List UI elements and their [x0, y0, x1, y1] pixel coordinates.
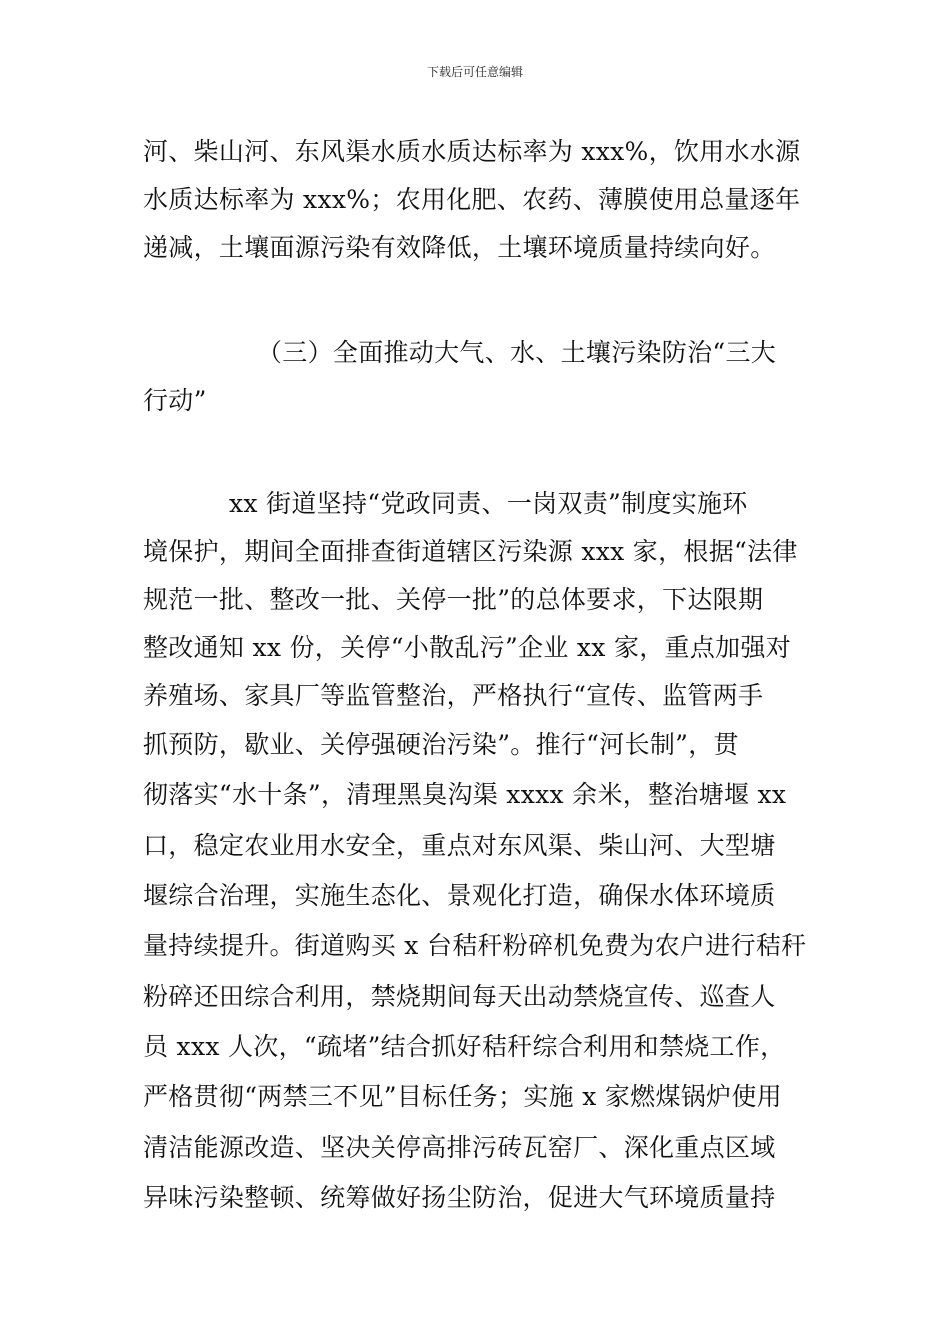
- body-line: 养殖场、家具厂等监管整治，严格执行“宣传、监管两手: [143, 681, 764, 710]
- section-heading-cont: 行动”: [143, 386, 207, 415]
- body-line: 异味污染整顿、统筹做好扬尘防治，促进大气环境质量持: [143, 1183, 776, 1212]
- body-line: 规范一批、整改一批、关停一批”的总体要求，下达限期: [143, 585, 764, 614]
- body-line: 境保护，期间全面排查街道辖区污染源 xxx 家，根据“法律: [143, 537, 798, 566]
- paragraph-first-line: xx 街道坚持“党政同责、一岗双责”制度实施环: [229, 489, 748, 518]
- body-line: 水质达标率为 xxx%；农用化肥、农药、薄膜使用总量逐年: [143, 185, 801, 214]
- body-line: 抓预防，歇业、关停强硬治污染”。推行“河长制”，贯: [143, 730, 739, 759]
- body-line: 河、柴山河、东风渠水质水质达标率为 xxx%，饮用水水源: [143, 137, 801, 166]
- body-line: 量持续提升。街道购买 x 台秸秆粉碎机免费为农户进行秸秆: [143, 931, 807, 960]
- body-line: 彻落实“水十条”，清理黑臭沟渠 xxxx 余米，整治塘堰 xx: [143, 780, 787, 809]
- body-line: 堰综合治理，实施生态化、景观化打造，确保水体环境质: [143, 881, 776, 910]
- section-heading: （三）全面推动大气、水、土壤污染防治“三大: [257, 338, 777, 367]
- body-line: 粉碎还田综合利用，禁烧期间每天出动禁烧宣传、巡查人: [143, 982, 776, 1011]
- body-line: 员 xxx 人次，“疏堵”结合抓好秸秆综合利用和禁烧工作，: [143, 1032, 786, 1061]
- body-line: 清洁能源改造、坚决关停高排污砖瓦窑厂、深化重点区域: [143, 1133, 776, 1162]
- body-line: 整改通知 xx 份，关停“小散乱污”企业 xx 家，重点加强对: [143, 633, 792, 662]
- body-line: 递减，土壤面源污染有效降低，土壤环境质量持续向好。: [143, 233, 776, 262]
- page-header: 下载后可任意编辑: [426, 65, 523, 79]
- body-line: 严格贯彻“两禁三不见”目标任务；实施 x 家燃煤锅炉使用: [143, 1082, 782, 1111]
- body-line: 口，稳定农业用水安全，重点对东风渠、柴山河、大型塘: [143, 831, 776, 860]
